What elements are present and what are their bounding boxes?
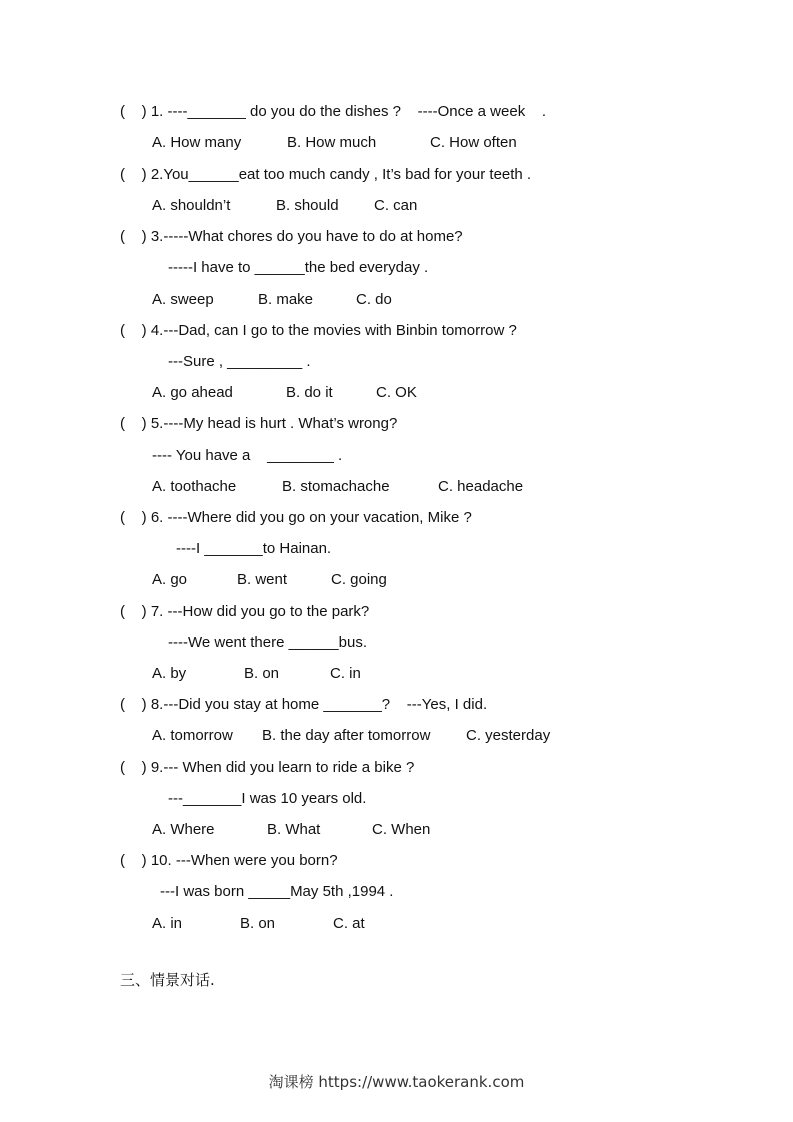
question-2-option-a: A. shouldn’t	[152, 197, 231, 214]
question-4-stem: ( ) 4.---Dad, can I go to the movies with Binbin tomorrow ?	[120, 322, 517, 339]
question-6-option-a: A. go	[152, 571, 188, 588]
question-7-option-c: C. in	[330, 665, 361, 682]
question-3-reply: -----I have to ______the bed everyday .	[168, 259, 429, 276]
question-6-option-b: B. went	[237, 571, 288, 588]
question-10-option-c: C. at	[333, 915, 365, 932]
question-2-stem: ( ) 2.You______eat too much candy , It’s bad for your teeth .	[120, 166, 532, 183]
question-6-reply: ----I _______to Hainan.	[176, 540, 332, 557]
question-7-reply: ----We went there ______bus.	[168, 634, 367, 651]
question-6-stem: ( ) 6. ----Where did you go on your vacation, Mike ?	[120, 509, 472, 526]
question-7-option-b: B. on	[244, 665, 280, 682]
question-1-option-a: A. How many	[152, 134, 242, 151]
question-10-reply: ---I was born _____May 5th ,1994 .	[160, 883, 394, 900]
question-1-stem: ( ) 1. ----_______ do you do the dishes ? ----Once a week .	[120, 103, 547, 120]
question-3-option-a: A. sweep	[152, 291, 214, 308]
footer-watermark: 淘课榜 https://www.taokerank.com	[268, 1073, 525, 1091]
question-7-option-a: A. by	[152, 665, 187, 682]
question-10-option-a: A. in	[152, 915, 183, 932]
question-10-option-b: B. on	[240, 915, 276, 932]
question-1-option-c: C. How often	[430, 134, 517, 151]
question-4-reply: ---Sure , _________ .	[168, 353, 311, 370]
question-4-option-b: B. do it	[286, 384, 333, 401]
question-5-option-b: B. stomachache	[282, 478, 390, 495]
question-1-option-b: B. How much	[287, 134, 377, 151]
question-3-stem: ( ) 3.-----What chores do you have to do at home?	[120, 228, 463, 245]
question-8-option-c: C. yesterday	[466, 727, 551, 744]
question-5-option-a: A. toothache	[152, 478, 237, 495]
question-2-option-c: C. can	[374, 197, 418, 214]
question-5-stem: ( ) 5.----My head is hurt . What’s wrong?	[120, 415, 398, 432]
question-2-option-b: B. should	[276, 197, 339, 214]
section-heading: 三、情景对话.	[120, 971, 215, 989]
question-10-stem: ( ) 10. ---When were you born?	[120, 852, 338, 869]
question-9-reply: ---_______I was 10 years old.	[168, 790, 367, 807]
question-3-option-c: C. do	[356, 291, 392, 308]
question-5-reply: ---- You have a ________ .	[152, 447, 343, 464]
question-4-option-a: A. go ahead	[152, 384, 233, 401]
question-7-stem: ( ) 7. ---How did you go to the park?	[120, 603, 370, 620]
question-9-stem: ( ) 9.--- When did you learn to ride a bike ?	[120, 759, 415, 776]
question-9-option-c: C. When	[372, 821, 431, 838]
question-8-option-b: B. the day after tomorrow	[262, 727, 431, 744]
question-4-option-c: C. OK	[376, 384, 417, 401]
question-6-option-c: C. going	[331, 571, 387, 588]
question-8-option-a: A. tomorrow	[152, 727, 233, 744]
question-8-stem: ( ) 8.---Did you stay at home _______? ---Yes, I did.	[120, 696, 488, 713]
question-9-option-b: B. What	[267, 821, 321, 838]
question-5-option-c: C. headache	[438, 478, 524, 495]
question-3-option-b: B. make	[258, 291, 314, 308]
question-9-option-a: A. Where	[152, 821, 215, 838]
